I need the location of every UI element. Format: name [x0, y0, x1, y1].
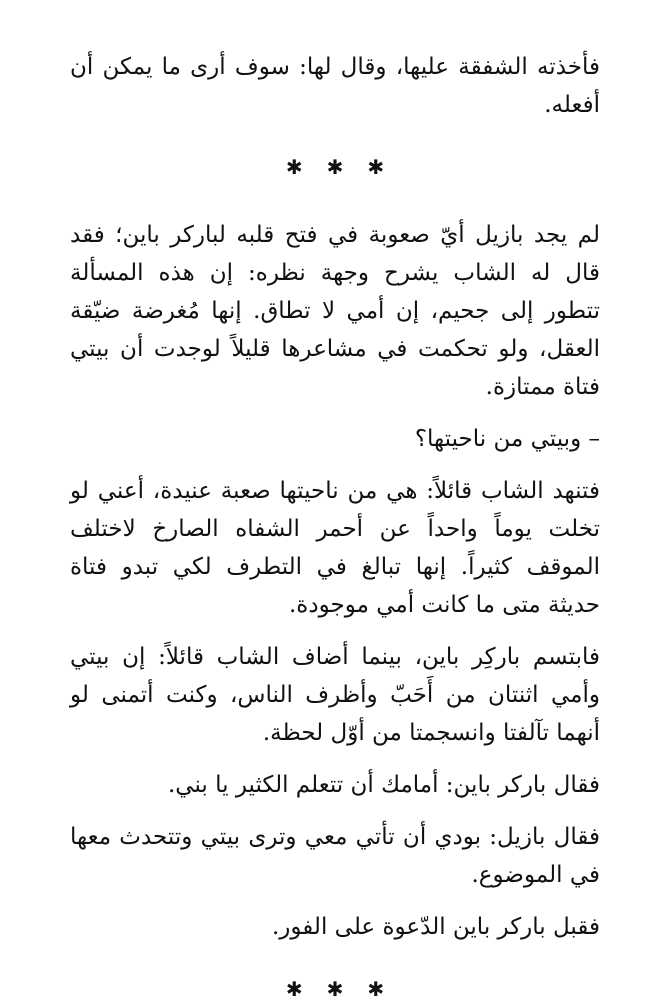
paragraph-3: – وبيتي من ناحيتها؟	[414, 426, 600, 452]
paragraph-8: فقبل باركر باين الدّعوة على الفور.	[272, 914, 600, 940]
paragraph-2: لم يجد بازيل أيّ صعوبة في فتح قلبه لباركر باين؛ فقد قال له الشاب يشرح وجهة نظره: إن هذه المسألة تتطور إلى جحيم، إن أمي لا تطاق. إنها مُغرضة ضيّقة العقل، ولو تحكمت في مشاعرها قليلاً لوجدت أن بيتي فتاة ممتازة.	[70, 222, 600, 400]
paragraph-5: فابتسم باركِر باين، بينما أضاف الشاب قائلاً: إن بيتي وأمي اثنتان من أَحَبّ وأظرف الناس، وكنت أتمنى لو أنهما تآلفتا وانسجمتا من أوّل لحظة.	[70, 644, 600, 746]
separator-star: ✱	[326, 155, 344, 179]
section-separator-1	[70, 148, 600, 186]
section-separator-2	[70, 970, 600, 1008]
separator-star: ✱	[285, 155, 303, 179]
separator-star: ✱	[326, 977, 344, 1001]
separator-star: ✱	[285, 977, 303, 1001]
paragraph-1: فأخذته الشفقة عليها، وقال لها: سوف أرى ما يمكن أن أفعله.	[70, 54, 600, 118]
paragraph-7: فقال بازيل: بودي أن تأتي معي وترى بيتي وتتحدث معها في الموضوع.	[70, 824, 600, 888]
paragraph-4: فتنهد الشاب قائلاً: هي من ناحيتها صعبة عنيدة، أعني لو تخلت يوماً واحداً عن أحمر الشفاه الصارخ لاختلف الموقف كثيراً. إنها تبالغ في التطرف لكي تبدو فتاة حديثة متى ما كانت أمي موجودة.	[70, 478, 600, 618]
book-page	[70, 48, 600, 1008]
separator-star: ✱	[367, 977, 385, 1001]
separator-star: ✱	[367, 155, 385, 179]
paragraph-6: فقال باركر باين: أمامك أن تتعلم الكثير يا بني.	[167, 772, 600, 798]
